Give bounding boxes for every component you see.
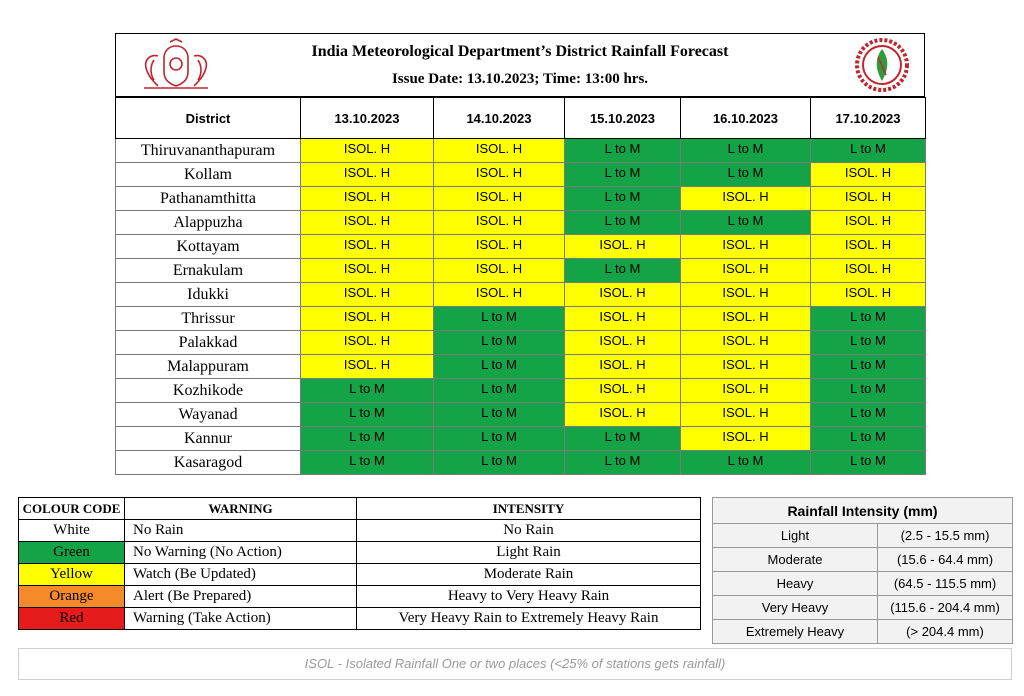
forecast-cell: L to M [434,403,565,427]
forecast-cell: ISOL. H [811,283,926,307]
forecast-cell: ISOL. H [681,235,811,259]
forecast-cell: ISOL. H [681,331,811,355]
forecast-cell: ISOL. H [301,259,434,283]
warning-label: Warning (Take Action) [125,608,357,630]
intensity-table-title: Rainfall Intensity (mm) [713,498,1013,524]
legend-header: INTENSITY [357,498,701,520]
colour-code-swatch: Orange [19,586,125,608]
forecast-cell: ISOL. H [565,307,681,331]
forecast-cell: L to M [811,307,926,331]
forecast-cell: ISOL. H [301,307,434,331]
table-header-row [116,98,926,139]
forecast-cell: L to M [811,451,926,475]
warning-label: Watch (Be Updated) [125,564,357,586]
table-row [116,187,926,211]
forecast-cell: L to M [681,139,811,163]
intensity-row [713,620,1013,644]
forecast-cell: L to M [301,427,434,451]
legend-header: COLOUR CODE [19,498,125,520]
intensity-category: Moderate [713,548,878,572]
forecast-cell: ISOL. H [681,427,811,451]
forecast-cell: L to M [434,451,565,475]
forecast-cell: ISOL. H [811,163,926,187]
intensity-label: Light Rain [357,542,701,564]
intensity-range: (15.6 - 64.4 mm) [878,548,1013,572]
intensity-row [713,548,1013,572]
district-name: Thrissur [116,307,301,331]
imd-logo-icon [854,37,910,93]
date-column-header: 14.10.2023 [434,98,565,139]
legend-row [19,564,701,586]
table-row [116,451,926,475]
date-column-header: 16.10.2023 [681,98,811,139]
forecast-cell: L to M [811,355,926,379]
forecast-cell: ISOL. H [681,403,811,427]
district-name: Kottayam [116,235,301,259]
district-name: Wayanad [116,403,301,427]
date-column-header: 15.10.2023 [565,98,681,139]
legend-row [19,520,701,542]
forecast-cell: ISOL. H [565,379,681,403]
intensity-row [713,596,1013,620]
forecast-cell: L to M [811,379,926,403]
forecast-cell: ISOL. H [681,187,811,211]
intensity-range: (64.5 - 115.5 mm) [878,572,1013,596]
table-row [116,211,926,235]
forecast-cell: L to M [434,331,565,355]
forecast-cell: ISOL. H [681,355,811,379]
forecast-cell: L to M [811,427,926,451]
table-row [116,427,926,451]
intensity-row [713,572,1013,596]
date-column-header: 13.10.2023 [301,98,434,139]
intensity-category: Very Heavy [713,596,878,620]
isol-footnote: ISOL - Isolated Rainfall One or two places (<25% of stations gets rainfall) [18,648,1012,680]
forecast-cell: ISOL. H [301,283,434,307]
table-row [116,331,926,355]
forecast-cell: L to M [811,139,926,163]
colour-code-swatch: Red [19,608,125,630]
rainfall-intensity-table [712,497,1013,644]
forecast-cell: L to M [434,379,565,403]
district-forecast-table [115,97,926,475]
warning-label: No Warning (No Action) [125,542,357,564]
district-name: Kollam [116,163,301,187]
district-name: Kozhikode [116,379,301,403]
intensity-range: (2.5 - 15.5 mm) [878,524,1013,548]
district-column-header: District [116,98,301,139]
forecast-cell: ISOL. H [434,211,565,235]
legend-header: WARNING [125,498,357,520]
table-row [116,139,926,163]
legend-row [19,542,701,564]
forecast-cell: ISOL. H [681,259,811,283]
district-name: Palakkad [116,331,301,355]
intensity-label: Very Heavy Rain to Extremely Heavy Rain [357,608,701,630]
issue-date: Issue Date: 13.10.2023; Time: 13:00 hrs. [391,71,649,87]
forecast-cell: L to M [565,211,681,235]
forecast-cell: L to M [434,307,565,331]
colour-code-legend [18,497,701,630]
date-column-header: 17.10.2023 [811,98,926,139]
forecast-cell: L to M [301,379,434,403]
forecast-cell: ISOL. H [811,211,926,235]
intensity-range: (> 204.4 mm) [878,620,1013,644]
forecast-cell: ISOL. H [811,259,926,283]
report-header [115,33,925,97]
forecast-cell: L to M [434,355,565,379]
district-name: Alappuzha [116,211,301,235]
table-row [116,235,926,259]
forecast-cell: ISOL. H [681,307,811,331]
table-row [116,259,926,283]
district-name: Malappuram [116,355,301,379]
intensity-category: Light [713,524,878,548]
forecast-cell: L to M [811,331,926,355]
forecast-cell: L to M [811,403,926,427]
intensity-label: No Rain [357,520,701,542]
forecast-cell: ISOL. H [301,163,434,187]
forecast-cell: ISOL. H [565,355,681,379]
forecast-cell: ISOL. H [565,331,681,355]
intensity-label: Moderate Rain [357,564,701,586]
forecast-cell: ISOL. H [301,235,434,259]
forecast-cell: ISOL. H [434,163,565,187]
forecast-cell: L to M [565,427,681,451]
table-row [116,307,926,331]
table-row [116,403,926,427]
forecast-cell: ISOL. H [434,139,565,163]
table-row [116,355,926,379]
colour-code-swatch: Yellow [19,564,125,586]
forecast-cell: ISOL. H [565,235,681,259]
intensity-range: (115.6 - 204.4 mm) [878,596,1013,620]
intensity-category: Heavy [713,572,878,596]
forecast-cell: ISOL. H [681,379,811,403]
forecast-cell: ISOL. H [301,211,434,235]
forecast-cell: L to M [565,187,681,211]
forecast-cell: ISOL. H [811,235,926,259]
intensity-label: Heavy to Very Heavy Rain [357,586,701,608]
report-title: India Meteorological Department’s District Rainfall Forecast [311,43,729,60]
forecast-cell: L to M [565,139,681,163]
forecast-cell: L to M [565,451,681,475]
intensity-title-row [713,498,1013,524]
forecast-cell: ISOL. H [301,139,434,163]
forecast-cell: ISOL. H [434,187,565,211]
forecast-cell: L to M [434,427,565,451]
forecast-cell: L to M [681,451,811,475]
forecast-cell: L to M [681,211,811,235]
table-row [116,283,926,307]
forecast-cell: ISOL. H [811,187,926,211]
forecast-cell: ISOL. H [565,283,681,307]
colour-code-swatch: White [19,520,125,542]
district-name: Kannur [116,427,301,451]
district-name: Kasaragod [116,451,301,475]
forecast-cell: ISOL. H [565,403,681,427]
colour-code-swatch: Green [19,542,125,564]
intensity-row [713,524,1013,548]
forecast-cell: ISOL. H [434,283,565,307]
forecast-cell: ISOL. H [301,187,434,211]
forecast-cell: ISOL. H [301,355,434,379]
forecast-cell: L to M [565,163,681,187]
table-row [116,163,926,187]
forecast-cell: L to M [565,259,681,283]
forecast-cell: L to M [301,451,434,475]
intensity-category: Extremely Heavy [713,620,878,644]
district-name: Pathanamthitta [116,187,301,211]
legend-row [19,586,701,608]
district-name: Idukki [116,283,301,307]
table-row [116,379,926,403]
district-name: Thiruvananthapuram [116,139,301,163]
warning-label: No Rain [125,520,357,542]
forecast-cell: ISOL. H [434,235,565,259]
warning-label: Alert (Be Prepared) [125,586,357,608]
legend-header-row [19,498,701,520]
forecast-cell: ISOL. H [434,259,565,283]
forecast-cell: L to M [301,403,434,427]
forecast-cell: ISOL. H [681,283,811,307]
district-name: Ernakulam [116,259,301,283]
legend-row [19,608,701,630]
forecast-cell: ISOL. H [301,331,434,355]
forecast-cell: L to M [681,163,811,187]
